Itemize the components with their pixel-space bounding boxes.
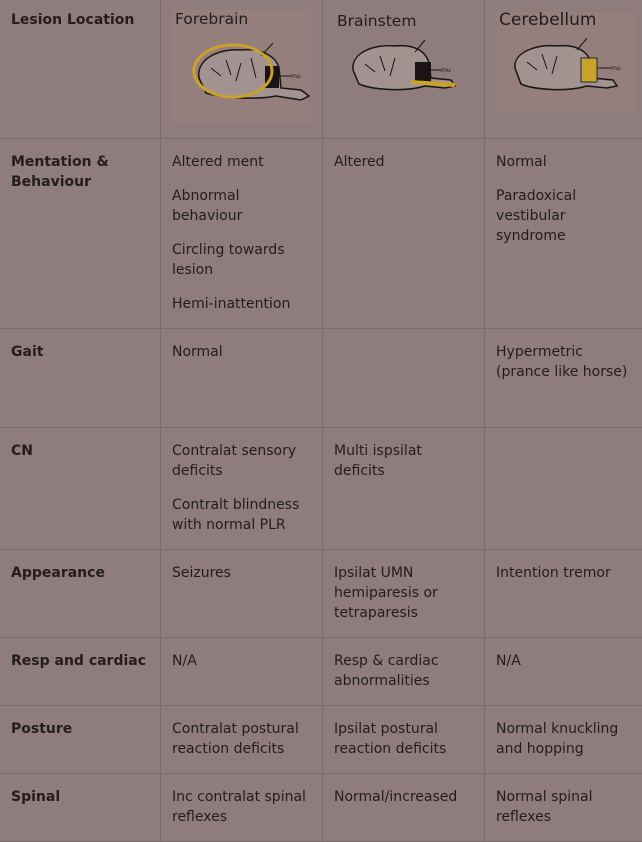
table-cell [323, 774, 485, 842]
row-label: Resp and cardiac [0, 638, 161, 706]
cell-text: Paradoxical vestibular syndrome [496, 186, 633, 246]
table-row [0, 329, 642, 428]
cell-text: Inc contralat spinal reflexes [172, 787, 312, 827]
header-label: Lesion Location [0, 0, 161, 139]
table-cell [161, 638, 323, 706]
table-cell [323, 139, 485, 329]
row-label: Appearance [0, 550, 161, 638]
table-cell [161, 774, 323, 842]
header-brainstem [323, 0, 485, 139]
cell-text: Normal [496, 152, 633, 172]
cell-text: Hemi-inattention [172, 294, 312, 314]
cell-text: Seizures [172, 563, 312, 583]
table-row [0, 428, 642, 550]
table-cell [323, 329, 485, 428]
cell-text: Contralat postural reaction deficits [172, 719, 312, 759]
brain-cerebellum-highlight-icon [505, 38, 642, 108]
table-row [0, 706, 642, 774]
column-title: Brainstem [337, 11, 416, 31]
column-title: Cerebellum [499, 10, 596, 30]
row-label: Mentation & Behaviour [0, 139, 161, 329]
table-cell [485, 329, 642, 428]
cell-text: Hypermetric (prance like horse) [496, 342, 633, 382]
cell-text: Normal [172, 342, 312, 362]
cell-text: Altered [334, 152, 474, 172]
cell-text: Normal spinal reflexes [496, 787, 633, 827]
table-row [0, 550, 642, 638]
table-cell [323, 638, 485, 706]
cell-text: Contralt blindness with normal PLR [172, 495, 312, 535]
table-row [0, 638, 642, 706]
table-cell [161, 428, 323, 550]
cell-text: Altered ment [172, 152, 312, 172]
cell-text: N/A [172, 651, 312, 671]
table-row [0, 139, 642, 329]
header-forebrain [161, 0, 323, 139]
row-label: Spinal [0, 774, 161, 842]
svg-text:mu: mu [611, 65, 621, 72]
cell-text: N/A [496, 651, 633, 671]
table-cell [485, 428, 642, 550]
table-cell [485, 706, 642, 774]
svg-text:mu: mu [441, 67, 451, 74]
table-row [0, 774, 642, 842]
table-cell [161, 329, 323, 428]
row-label: CN [0, 428, 161, 550]
table-cell [161, 550, 323, 638]
cell-text: Ipsilat UMN hemiparesis or tetraparesis [334, 563, 474, 623]
cell-text: Normal/increased [334, 787, 474, 807]
brain-brainstem-highlight-icon [345, 38, 485, 108]
brain-forebrain-highlight-icon [181, 38, 321, 118]
table-cell [161, 706, 323, 774]
table-cell [323, 706, 485, 774]
table-cell [485, 139, 642, 329]
cell-text: Normal knuckling and hopping [496, 719, 633, 759]
header-cerebellum [485, 0, 642, 139]
table-cell [323, 550, 485, 638]
cell-text: Circling towards lesion [172, 240, 312, 280]
table-cell [485, 638, 642, 706]
cell-text: Ipsilat postural reaction deficits [334, 719, 474, 759]
svg-text:mu: mu [291, 73, 301, 80]
table-cell [485, 550, 642, 638]
column-title: Forebrain [175, 9, 248, 29]
table-cell [485, 774, 642, 842]
cell-text: Multi ispsilat deficits [334, 441, 474, 481]
table-cell [323, 428, 485, 550]
cell-text: Intention tremor [496, 563, 633, 583]
cell-text: Abnormal behaviour [172, 186, 312, 226]
cell-text: Resp & cardiac abnormalities [334, 651, 474, 691]
row-label: Gait [0, 329, 161, 428]
row-label: Posture [0, 706, 161, 774]
header-row [0, 0, 642, 139]
cell-text: Contralat sensory deficits [172, 441, 312, 481]
table-cell [161, 139, 323, 329]
